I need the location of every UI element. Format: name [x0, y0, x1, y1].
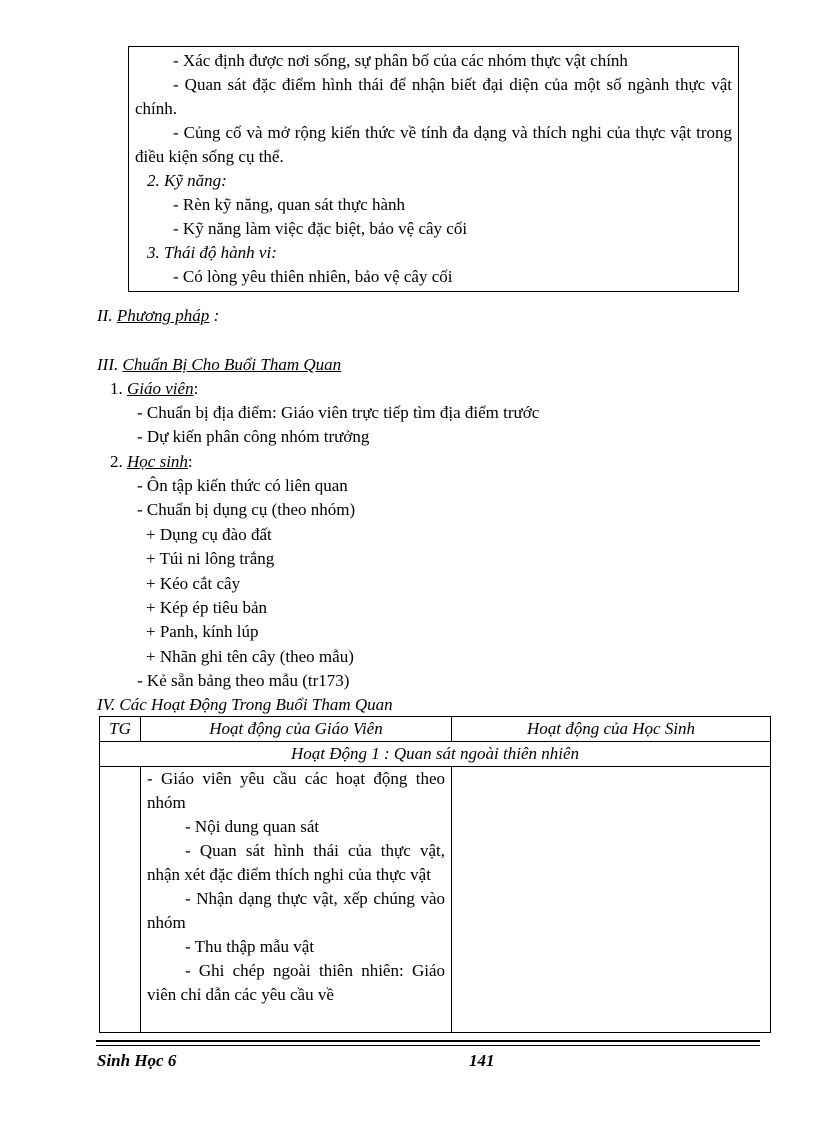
- footer-subject: Sinh Học 6: [97, 1051, 177, 1070]
- footer-rule: [96, 1045, 760, 1046]
- table-row: [100, 767, 771, 1033]
- tg-cell: [100, 767, 141, 1033]
- tool-item: + Kéo cắt cây: [146, 574, 241, 593]
- student-item: - Kẻ sẵn bảng theo mẫu (tr173): [137, 671, 350, 690]
- objective-line: - Củng cố và mở rộng kiến thức về tính đa dạng và thích nghi của thực vật trong điều kiện sống cụ thể.: [135, 123, 732, 166]
- tool-item: + Túi ni lông trắng: [146, 549, 275, 568]
- skills-heading: 2. Kỹ năng:: [147, 171, 227, 190]
- section-title: Chuẩn Bị Cho Buổi Tham Quan: [122, 355, 342, 374]
- objectives-box: [128, 46, 739, 292]
- teacher-activity-line: - Nội dung quan sát: [185, 817, 320, 836]
- section-4-heading: IV. Các Hoạt Động Trong Buổi Tham Quan: [97, 695, 393, 714]
- student-item: - Chuẩn bị dụng cụ (theo nhóm): [137, 500, 356, 519]
- student-cell: [452, 767, 771, 1033]
- tool-item: + Nhãn ghi tên cây (theo mẫu): [146, 647, 354, 666]
- objective-line: - Xác định được nơi sống, sự phân bố của các nhóm thực vật chính: [173, 51, 628, 70]
- section-number: III.: [97, 355, 119, 374]
- subheading-number: 2.: [110, 452, 123, 471]
- subheading-label: Học sinh: [127, 452, 188, 471]
- activity-title-row: [100, 742, 771, 767]
- section-number: II.: [97, 306, 113, 325]
- student-item: - Ôn tập kiến thức có liên quan: [137, 476, 348, 495]
- attitude-line: - Có lòng yêu thiên nhiên, bảo vệ cây cối: [173, 267, 453, 286]
- teacher-item: - Dự kiến phân công nhóm trưởng: [137, 427, 370, 446]
- tool-item: + Panh, kính lúp: [146, 622, 259, 641]
- objective-line: - Quan sát đặc điểm hình thái để nhận biết đại diện của một số ngành thực vật chính.: [135, 75, 732, 118]
- section-2-heading: [97, 304, 219, 328]
- section-title: Phương pháp: [116, 306, 210, 325]
- teacher-cell: [141, 767, 452, 1033]
- subheading-number: 1.: [110, 379, 123, 398]
- activity-title: Hoạt Động 1 : Quan sát ngoài thiên nhiên: [100, 742, 771, 767]
- teacher-activity-line: - Quan sát hình thái của thực vật, nhận xét đặc điểm thích nghi của thực vật: [147, 841, 445, 884]
- student-subheading: 2. Học sinh:: [110, 452, 193, 471]
- activities-table: [99, 716, 771, 1033]
- teacher-activity-line: - Ghi chép ngoài thiên nhiên: Giáo viên chỉ dẫn các yêu cầu về: [147, 961, 445, 1004]
- section-suffix: :: [209, 306, 220, 325]
- footer-rule: [96, 1040, 760, 1042]
- attitude-heading: 3. Thái độ hành vi:: [147, 243, 277, 262]
- tool-item: + Dụng cụ đào đất: [146, 525, 272, 544]
- teacher-item: - Chuẩn bị địa điểm: Giáo viên trực tiếp tìm địa điểm trước: [137, 403, 540, 422]
- header-tg: TG: [100, 717, 141, 742]
- teacher-activity-line: - Thu thập mẫu vật: [185, 937, 315, 956]
- tool-item: + Kép ép tiêu bản: [146, 598, 267, 617]
- skill-line: - Kỹ năng làm việc đặc biệt, bảo vệ cây cối: [173, 219, 468, 238]
- teacher-activity-line: - Giáo viên yêu cầu các hoạt động theo nhóm: [147, 769, 445, 812]
- page-number: 141: [469, 1051, 495, 1070]
- table-header-row: [100, 717, 771, 742]
- section-3-heading: [97, 353, 341, 377]
- header-student: Hoạt động của Học Sinh: [452, 717, 771, 742]
- teacher-subheading: 1. Giáo viên:: [110, 379, 199, 398]
- header-teacher: Hoạt động của Giáo Viên: [141, 717, 452, 742]
- teacher-activity-line: - Nhận dạng thực vật, xếp chúng vào nhóm: [147, 889, 445, 932]
- skill-line: - Rèn kỹ năng, quan sát thực hành: [173, 195, 406, 214]
- subheading-label: Giáo viên: [127, 379, 194, 398]
